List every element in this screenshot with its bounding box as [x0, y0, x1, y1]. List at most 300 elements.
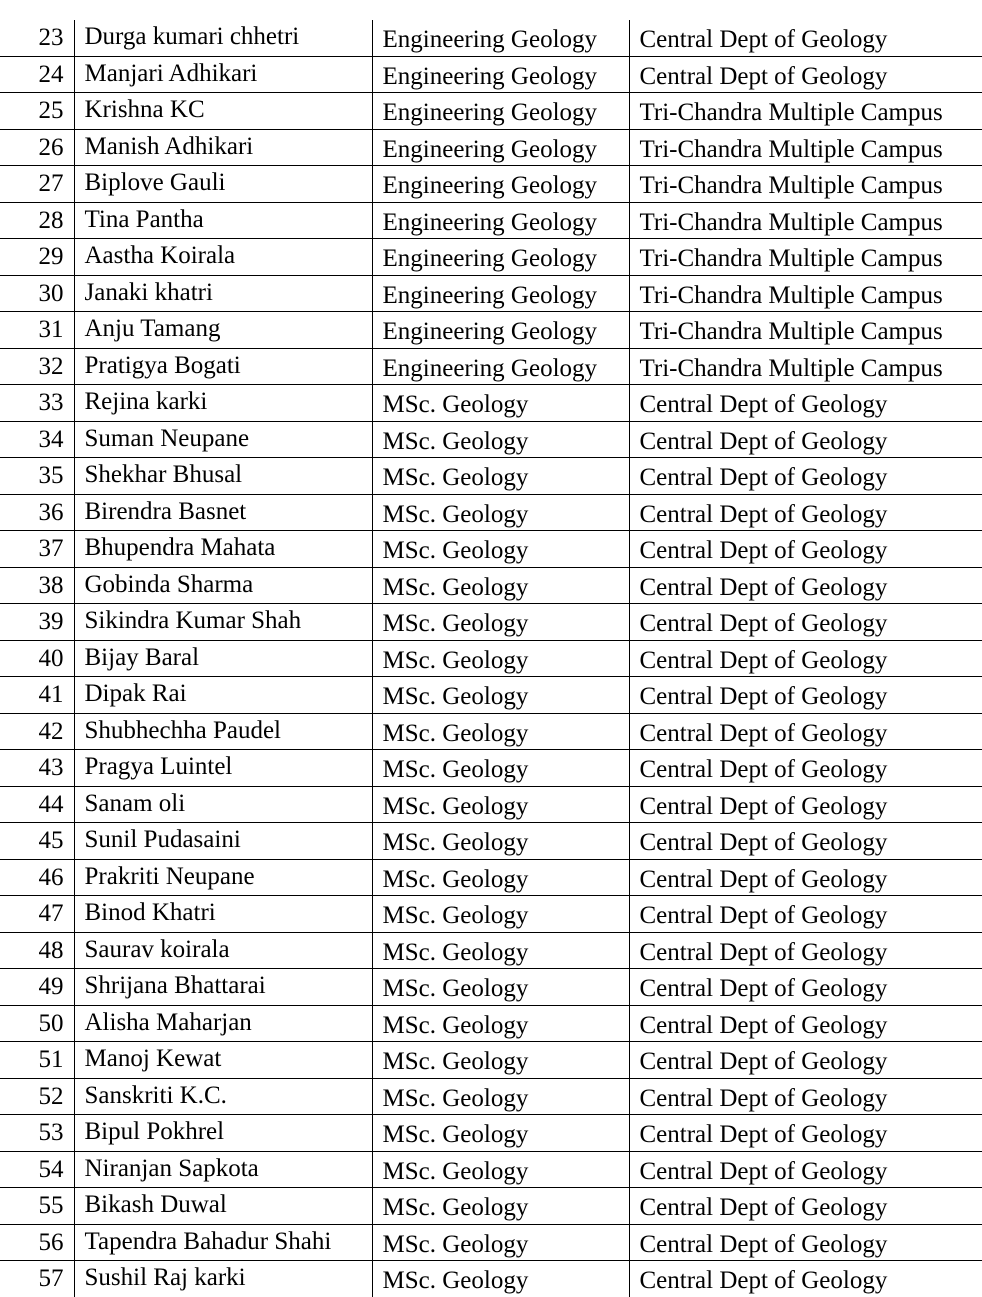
program-cell: [372, 239, 629, 276]
serial-number-cell-text: 49: [38, 973, 64, 1001]
participant-name-cell: [74, 1078, 372, 1115]
institution-cell: [629, 458, 982, 495]
participant-name-cell: [74, 275, 372, 312]
program-cell: [372, 896, 629, 933]
serial-number-cell: [0, 1188, 74, 1225]
program-cell: [372, 823, 629, 860]
serial-number-cell: [0, 1261, 74, 1297]
serial-number-cell-text: 44: [38, 790, 64, 818]
serial-number-cell-text: 46: [38, 863, 64, 891]
institution-cell-text: Tri-Chandra Multiple Campus: [639, 281, 943, 309]
serial-number-cell: [0, 56, 74, 93]
serial-number-cell: [0, 348, 74, 385]
serial-number-cell-text: 32: [38, 352, 64, 380]
serial-number-cell: [0, 312, 74, 349]
institution-cell: [629, 896, 982, 933]
institution-cell: [629, 567, 982, 604]
institution-cell-text: Central Dept of Geology: [639, 610, 888, 638]
serial-number-cell-text: 26: [38, 133, 64, 161]
institution-cell-text: Central Dept of Geology: [639, 1267, 888, 1295]
institution-cell-text: Central Dept of Geology: [639, 464, 888, 492]
institution-cell-text: Tri-Chandra Multiple Campus: [639, 135, 943, 163]
serial-number-cell-text: 40: [38, 644, 64, 672]
serial-number-cell-text: 56: [38, 1228, 64, 1256]
participant-name-cell-text: Prakriti Neupane: [84, 862, 255, 890]
program-cell-text: MSc. Geology: [382, 500, 529, 528]
program-cell-text: MSc. Geology: [382, 756, 529, 784]
serial-number-cell-text: 24: [38, 60, 64, 88]
institution-cell: [629, 1188, 982, 1225]
program-cell-text: MSc. Geology: [382, 537, 529, 565]
participant-name-cell-text: Bikash Duwal: [84, 1191, 227, 1219]
participant-name-cell: [74, 713, 372, 750]
institution-cell-text: Central Dept of Geology: [639, 62, 888, 90]
participant-name-cell: [74, 896, 372, 933]
participant-name-cell: [74, 859, 372, 896]
program-cell: [372, 348, 629, 385]
program-cell-text: MSc. Geology: [382, 865, 529, 893]
serial-number-cell: [0, 859, 74, 896]
participant-name-cell: [74, 640, 372, 677]
participant-name-cell-text: Dipak Rai: [84, 680, 187, 708]
table-row: [0, 1042, 982, 1079]
institution-cell-text: Tri-Chandra Multiple Campus: [639, 318, 943, 346]
program-cell: [372, 932, 629, 969]
institution-cell: [629, 312, 982, 349]
program-cell-text: Engineering Geology: [382, 281, 598, 309]
participant-name-cell: [74, 1261, 372, 1297]
program-cell-text: MSc. Geology: [382, 829, 529, 857]
serial-number-cell: [0, 421, 74, 458]
serial-number-cell-text: 53: [38, 1119, 64, 1147]
table-row: [0, 567, 982, 604]
institution-cell: [629, 20, 982, 56]
participant-name-cell-text: Durga kumari chhetri: [84, 23, 300, 51]
institution-cell-text: Central Dept of Geology: [639, 902, 888, 930]
institution-cell-text: Central Dept of Geology: [639, 1121, 888, 1149]
institution-cell: [629, 275, 982, 312]
program-cell: [372, 531, 629, 568]
participant-name-cell-text: Krishna KC: [84, 96, 205, 124]
participant-name-cell: [74, 494, 372, 531]
table-row: [0, 348, 982, 385]
program-cell: [372, 312, 629, 349]
institution-cell: [629, 604, 982, 641]
serial-number-cell-text: 25: [38, 97, 64, 125]
serial-number-cell-text: 57: [38, 1265, 64, 1293]
program-cell-text: MSc. Geology: [382, 573, 529, 601]
institution-cell: [629, 677, 982, 714]
participant-name-cell: [74, 385, 372, 422]
participant-name-cell: [74, 1224, 372, 1261]
program-cell-text: MSc. Geology: [382, 464, 529, 492]
participant-name-cell-text: Sanam oli: [84, 789, 186, 817]
program-cell-text: MSc. Geology: [382, 646, 529, 674]
institution-cell: [629, 385, 982, 422]
program-cell: [372, 1188, 629, 1225]
program-cell-text: MSc. Geology: [382, 683, 529, 711]
institution-cell-text: Tri-Chandra Multiple Campus: [639, 99, 943, 127]
table-row: [0, 56, 982, 93]
program-cell-text: Engineering Geology: [382, 62, 598, 90]
program-cell: [372, 786, 629, 823]
serial-number-cell: [0, 494, 74, 531]
participant-name-cell: [74, 1042, 372, 1079]
institution-cell: [629, 1224, 982, 1261]
program-cell: [372, 1224, 629, 1261]
participant-name-cell: [74, 531, 372, 568]
serial-number-cell: [0, 458, 74, 495]
serial-number-cell: [0, 20, 74, 56]
serial-number-cell: [0, 969, 74, 1006]
participant-name-cell: [74, 166, 372, 203]
serial-number-cell: [0, 786, 74, 823]
institution-cell-text: Central Dept of Geology: [639, 500, 888, 528]
participant-name-cell-text: Bipul Pokhrel: [84, 1118, 225, 1146]
institution-cell: [629, 1005, 982, 1042]
serial-number-cell: [0, 1005, 74, 1042]
serial-number-cell: [0, 1042, 74, 1079]
program-cell-text: MSc. Geology: [382, 1230, 529, 1258]
serial-number-cell-text: 47: [38, 900, 64, 928]
serial-number-cell: [0, 93, 74, 130]
program-cell: [372, 494, 629, 531]
participant-name-cell-text: Manish Adhikari: [84, 132, 254, 160]
program-cell-text: MSc. Geology: [382, 902, 529, 930]
table-row: [0, 275, 982, 312]
institution-cell-text: Central Dept of Geology: [639, 1011, 888, 1039]
program-cell-text: MSc. Geology: [382, 1048, 529, 1076]
serial-number-cell: [0, 531, 74, 568]
table-row: [0, 1115, 982, 1152]
program-cell: [372, 1261, 629, 1297]
participant-name-cell-text: Shubhechha Paudel: [84, 716, 281, 744]
serial-number-cell: [0, 1115, 74, 1152]
institution-cell: [629, 56, 982, 93]
table-row: [0, 494, 982, 531]
program-cell-text: MSc. Geology: [382, 610, 529, 638]
participant-name-cell: [74, 93, 372, 130]
program-cell-text: MSc. Geology: [382, 1194, 529, 1222]
serial-number-cell: [0, 1151, 74, 1188]
table-row: [0, 312, 982, 349]
participant-name-cell-text: Pratigya Bogati: [84, 351, 241, 379]
program-cell: [372, 421, 629, 458]
table-row: [0, 166, 982, 203]
institution-cell-text: Central Dept of Geology: [639, 26, 888, 54]
serial-number-cell: [0, 640, 74, 677]
institution-cell-text: Central Dept of Geology: [639, 792, 888, 820]
institution-cell: [629, 202, 982, 239]
institution-cell: [629, 348, 982, 385]
institution-cell-text: Central Dept of Geology: [639, 829, 888, 857]
serial-number-cell: [0, 275, 74, 312]
serial-number-cell-text: 30: [38, 279, 64, 307]
participant-name-cell: [74, 750, 372, 787]
participant-name-cell: [74, 567, 372, 604]
table-row: [0, 385, 982, 422]
participant-name-cell-text: Gobinda Sharma: [84, 570, 254, 598]
institution-cell: [629, 932, 982, 969]
serial-number-cell-text: 35: [38, 462, 64, 490]
participant-name-cell-text: Birendra Basnet: [84, 497, 247, 525]
institution-cell: [629, 859, 982, 896]
institution-cell-text: Tri-Chandra Multiple Campus: [639, 354, 943, 382]
participant-name-cell: [74, 786, 372, 823]
institution-cell-text: Central Dept of Geology: [639, 1194, 888, 1222]
program-cell-text: Engineering Geology: [382, 135, 598, 163]
participant-name-cell-text: Sanskriti K.C.: [84, 1081, 227, 1109]
participant-name-cell: [74, 239, 372, 276]
program-cell: [372, 1042, 629, 1079]
institution-cell: [629, 239, 982, 276]
institution-cell: [629, 750, 982, 787]
program-cell: [372, 859, 629, 896]
program-cell: [372, 640, 629, 677]
institution-cell: [629, 494, 982, 531]
participant-name-cell-text: Tapendra Bahadur Shahi: [84, 1227, 332, 1255]
serial-number-cell-text: 36: [38, 498, 64, 526]
program-cell: [372, 275, 629, 312]
institution-cell: [629, 1115, 982, 1152]
participant-name-cell: [74, 1188, 372, 1225]
serial-number-cell-text: 50: [38, 1009, 64, 1037]
program-cell: [372, 56, 629, 93]
institution-cell-text: Central Dept of Geology: [639, 537, 888, 565]
institution-cell-text: Central Dept of Geology: [639, 646, 888, 674]
participant-name-cell-text: Tina Pantha: [84, 205, 204, 233]
program-cell: [372, 202, 629, 239]
table-row: [0, 713, 982, 750]
institution-cell-text: Central Dept of Geology: [639, 683, 888, 711]
program-cell: [372, 166, 629, 203]
serial-number-cell: [0, 1224, 74, 1261]
participant-name-cell-text: Sushil Raj karki: [84, 1264, 246, 1292]
program-cell-text: Engineering Geology: [382, 99, 598, 127]
serial-number-cell-text: 55: [38, 1192, 64, 1220]
table-row: [0, 1151, 982, 1188]
institution-cell-text: Central Dept of Geology: [639, 1230, 888, 1258]
participant-name-cell-text: Niranjan Sapkota: [84, 1154, 259, 1182]
program-cell: [372, 385, 629, 422]
program-cell: [372, 567, 629, 604]
serial-number-cell-text: 52: [38, 1082, 64, 1110]
program-cell-text: Engineering Geology: [382, 354, 598, 382]
institution-cell-text: Central Dept of Geology: [639, 756, 888, 784]
serial-number-cell: [0, 1078, 74, 1115]
serial-number-cell: [0, 750, 74, 787]
participant-table: [0, 20, 982, 1297]
program-cell-text: MSc. Geology: [382, 1011, 529, 1039]
table-row: [0, 531, 982, 568]
program-cell: [372, 1151, 629, 1188]
institution-cell: [629, 969, 982, 1006]
participant-name-cell-text: Manoj Kewat: [84, 1045, 222, 1073]
institution-cell: [629, 1261, 982, 1297]
institution-cell-text: Tri-Chandra Multiple Campus: [639, 245, 943, 273]
participant-name-cell: [74, 604, 372, 641]
table-row: [0, 239, 982, 276]
table-row: [0, 896, 982, 933]
participant-name-cell-text: Bhupendra Mahata: [84, 534, 276, 562]
serial-number-cell: [0, 385, 74, 422]
participant-name-cell: [74, 458, 372, 495]
participant-name-cell-text: Janaki khatri: [84, 278, 213, 306]
institution-cell: [629, 823, 982, 860]
participant-name-cell: [74, 677, 372, 714]
program-cell: [372, 1078, 629, 1115]
institution-cell: [629, 713, 982, 750]
table-row: [0, 750, 982, 787]
serial-number-cell: [0, 896, 74, 933]
institution-cell: [629, 640, 982, 677]
participant-name-cell-text: Biplove Gauli: [84, 169, 226, 197]
participant-name-cell-text: Rejina karki: [84, 388, 208, 416]
serial-number-cell-text: 39: [38, 608, 64, 636]
program-cell: [372, 129, 629, 166]
serial-number-cell: [0, 823, 74, 860]
serial-number-cell-text: 43: [38, 754, 64, 782]
serial-number-cell-text: 33: [38, 389, 64, 417]
program-cell-text: Engineering Geology: [382, 318, 598, 346]
serial-number-cell-text: 34: [38, 425, 64, 453]
program-cell: [372, 604, 629, 641]
serial-number-cell: [0, 677, 74, 714]
serial-number-cell-text: 51: [38, 1046, 64, 1074]
institution-cell-text: Central Dept of Geology: [639, 719, 888, 747]
institution-cell-text: Central Dept of Geology: [639, 975, 888, 1003]
participant-name-cell-text: Sikindra Kumar Shah: [84, 607, 302, 635]
institution-cell-text: Central Dept of Geology: [639, 1048, 888, 1076]
participant-name-cell-text: Saurav koirala: [84, 935, 230, 963]
table-row: [0, 20, 982, 56]
program-cell-text: MSc. Geology: [382, 1121, 529, 1149]
serial-number-cell-text: 45: [38, 827, 64, 855]
institution-cell-text: Central Dept of Geology: [639, 391, 888, 419]
institution-cell: [629, 166, 982, 203]
program-cell-text: MSc. Geology: [382, 719, 529, 747]
program-cell: [372, 20, 629, 56]
table-row: [0, 677, 982, 714]
serial-number-cell-text: 54: [38, 1155, 64, 1183]
institution-cell: [629, 1078, 982, 1115]
table-row: [0, 1188, 982, 1225]
program-cell: [372, 677, 629, 714]
program-cell-text: MSc. Geology: [382, 938, 529, 966]
serial-number-cell: [0, 129, 74, 166]
table-row: [0, 640, 982, 677]
serial-number-cell-text: 28: [38, 206, 64, 234]
institution-cell: [629, 129, 982, 166]
serial-number-cell: [0, 202, 74, 239]
table-row: [0, 823, 982, 860]
table-row: [0, 202, 982, 239]
serial-number-cell: [0, 713, 74, 750]
participant-name-cell-text: Alisha Maharjan: [84, 1008, 252, 1036]
participant-name-cell-text: Anju Tamang: [84, 315, 221, 343]
serial-number-cell-text: 27: [38, 170, 64, 198]
participant-name-cell: [74, 1005, 372, 1042]
institution-cell: [629, 786, 982, 823]
participant-name-cell: [74, 823, 372, 860]
institution-cell: [629, 531, 982, 568]
serial-number-cell: [0, 166, 74, 203]
institution-cell: [629, 1151, 982, 1188]
table-row: [0, 786, 982, 823]
program-cell: [372, 93, 629, 130]
participant-name-cell-text: Suman Neupane: [84, 424, 250, 452]
participant-name-cell-text: Shrijana Bhattarai: [84, 972, 266, 1000]
institution-cell-text: Tri-Chandra Multiple Campus: [639, 208, 943, 236]
serial-number-cell-text: 42: [38, 717, 64, 745]
institution-cell-text: Central Dept of Geology: [639, 427, 888, 455]
serial-number-cell-text: 48: [38, 936, 64, 964]
serial-number-cell-text: 38: [38, 571, 64, 599]
serial-number-cell: [0, 932, 74, 969]
table-row: [0, 969, 982, 1006]
participant-name-cell: [74, 312, 372, 349]
participant-name-cell: [74, 348, 372, 385]
participant-name-cell: [74, 1151, 372, 1188]
participant-name-cell-text: Binod Khatri: [84, 899, 216, 927]
program-cell: [372, 713, 629, 750]
institution-cell-text: Central Dept of Geology: [639, 865, 888, 893]
program-cell-text: MSc. Geology: [382, 792, 529, 820]
program-cell: [372, 750, 629, 787]
institution-cell-text: Tri-Chandra Multiple Campus: [639, 172, 943, 200]
program-cell-text: Engineering Geology: [382, 208, 598, 236]
program-cell-text: MSc. Geology: [382, 1084, 529, 1112]
serial-number-cell: [0, 239, 74, 276]
program-cell-text: MSc. Geology: [382, 1267, 529, 1295]
serial-number-cell-text: 37: [38, 535, 64, 563]
table-row: [0, 458, 982, 495]
table-row: [0, 1261, 982, 1297]
participant-name-cell-text: Aastha Koirala: [84, 242, 236, 270]
participant-name-cell-text: Manjari Adhikari: [84, 59, 258, 87]
serial-number-cell-text: 29: [38, 243, 64, 271]
institution-cell: [629, 1042, 982, 1079]
table-row: [0, 1224, 982, 1261]
program-cell-text: Engineering Geology: [382, 172, 598, 200]
program-cell: [372, 458, 629, 495]
institution-cell-text: Central Dept of Geology: [639, 1157, 888, 1185]
participant-name-cell-text: Pragya Luintel: [84, 753, 233, 781]
program-cell-text: MSc. Geology: [382, 391, 529, 419]
participant-name-cell: [74, 56, 372, 93]
serial-number-cell-text: 41: [38, 681, 64, 709]
participant-name-cell: [74, 129, 372, 166]
program-cell-text: MSc. Geology: [382, 975, 529, 1003]
program-cell-text: MSc. Geology: [382, 1157, 529, 1185]
table-row: [0, 1078, 982, 1115]
institution-cell-text: Central Dept of Geology: [639, 1084, 888, 1112]
table-row: [0, 1005, 982, 1042]
serial-number-cell: [0, 604, 74, 641]
program-cell: [372, 969, 629, 1006]
participant-name-cell: [74, 421, 372, 458]
institution-cell: [629, 93, 982, 130]
table-row: [0, 859, 982, 896]
program-cell-text: Engineering Geology: [382, 26, 598, 54]
program-cell: [372, 1115, 629, 1152]
program-cell-text: MSc. Geology: [382, 427, 529, 455]
participant-name-cell-text: Bijay Baral: [84, 643, 200, 671]
serial-number-cell-text: 31: [38, 316, 64, 344]
table-row: [0, 129, 982, 166]
program-cell: [372, 1005, 629, 1042]
participant-table-body: [0, 20, 982, 1297]
